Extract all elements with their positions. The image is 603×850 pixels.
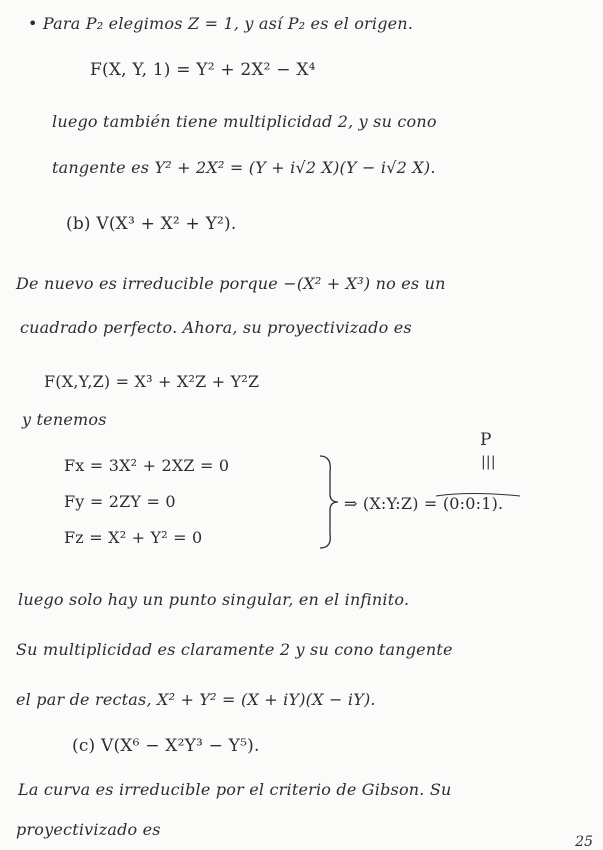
equation-fz: Fz = X² + Y² = 0 xyxy=(64,528,203,547)
implication-singular-point: ⇒ (X:Y:Z) = (0:0:1). xyxy=(344,494,504,513)
point-underline xyxy=(430,492,540,524)
equation-fy: Fy = 2ZY = 0 xyxy=(64,492,176,511)
text-y-tenemos: y tenemos xyxy=(22,410,107,429)
page-number: 25 xyxy=(575,834,593,850)
equation-projectivized: F(X,Y,Z) = X³ + X²Z + Y²Z xyxy=(44,372,260,391)
text-multiplicity-cone: Su multiplicidad es claramente 2 y su cono tangente xyxy=(16,640,453,659)
point-label-p: P xyxy=(480,430,492,450)
text-irreducible: De nuevo es irreducible porque −(X² + X³) no es un xyxy=(16,274,446,293)
text-projectivized: proyectivizado es xyxy=(16,820,161,839)
item-b-variety: (b) V(X³ + X² + Y²). xyxy=(66,214,237,234)
text-perfect-square: cuadrado perfecto. Ahora, su proyectivizado es xyxy=(20,318,412,337)
item-c-variety: (c) V(X⁶ − X²Y³ − Y⁵). xyxy=(72,736,260,756)
equation-f-x-y-1: F(X, Y, 1) = Y² + 2X² − X⁴ xyxy=(90,60,316,80)
equation-fx: Fx = 3X² + 2XZ = 0 xyxy=(64,456,230,475)
right-brace xyxy=(318,452,340,552)
equals-marker: ||| xyxy=(481,454,496,470)
text-single-singular-point: luego solo hay un punto singular, en el infinito. xyxy=(18,590,410,609)
text-pair-of-lines: el par de rectas, X² + Y² = (X + iY)(X − iY). xyxy=(16,690,376,709)
text-tangent-cone: tangente es Y² + 2X² = (Y + i√2 X)(Y − i√2 X). xyxy=(52,158,436,177)
text-multiplicity: luego también tiene multiplicidad 2, y su cono xyxy=(52,112,437,131)
text-gibson-criterion: La curva es irreducible por el criterio de Gibson. Su xyxy=(18,780,452,799)
bullet-line-p2: • Para P₂ elegimos Z = 1, y así P₂ es el origen. xyxy=(28,14,414,33)
